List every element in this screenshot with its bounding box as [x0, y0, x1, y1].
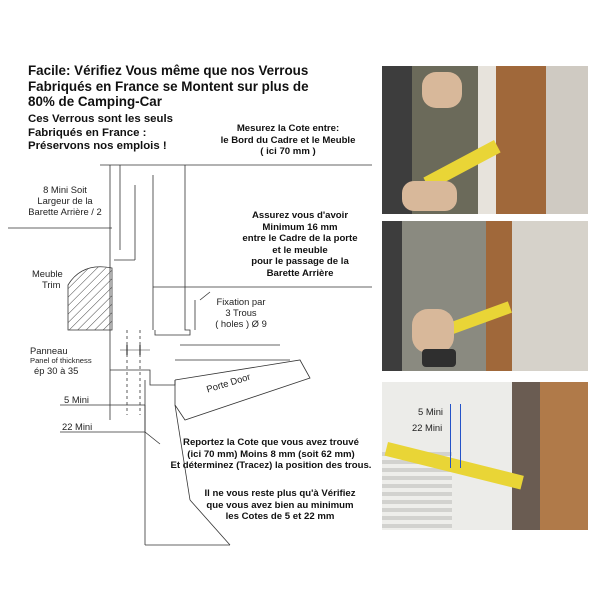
photo-dim-22: 22 Mini [412, 422, 443, 433]
step1-line: Mesurez la Cote entre: [236, 123, 340, 134]
step2-line: Minimum 16 mm [262, 221, 338, 233]
step2-line: entre le Cadre de la porte [242, 233, 358, 245]
photo-dim-5: 5 Mini [418, 406, 444, 417]
meuble-label [32, 268, 63, 290]
mini-label-line: Barette Arrière / 2 [28, 206, 102, 217]
subtitle-line: Ces Verrous sont les seuls [28, 113, 173, 125]
fixation-label-line: ( holes ) Ø 9 [215, 318, 267, 329]
mini-label-line: Largeur de la [37, 195, 93, 206]
photo-marking-positions [382, 382, 588, 530]
photo-measuring-gap [382, 221, 588, 371]
title-line: 80% de Camping-Car [28, 94, 162, 109]
step3-line: (ici 70 mm) Moins 8 mm (soit 62 mm) [187, 448, 355, 460]
step1-line: ( ici 70 mm ) [260, 146, 316, 158]
step4-line: que vous avez bien au minimum [206, 499, 354, 511]
step4-line: les Cotes de 5 et 22 mm [225, 511, 335, 523]
subtitle-line: Fabriqués en France : [28, 126, 147, 139]
panneau-small: Panel of thickness [30, 356, 92, 365]
door-shape [175, 360, 310, 420]
step2-line: Barette Arrière [266, 267, 334, 279]
mini-label [10, 184, 120, 217]
fixation-label [196, 296, 286, 329]
panneau-label [30, 345, 92, 376]
dim-5-label: 5 Mini [64, 394, 90, 405]
step3-line: Et déterminez (Tracez) la position des trous. [170, 460, 372, 472]
dim-22-label: 22 Mini [62, 421, 93, 432]
step2-line: et le meuble [272, 244, 328, 256]
step2-line: pour le passage de la [251, 256, 349, 268]
meuble-label-line: Meuble [32, 268, 63, 279]
porte-label: Porte Door [205, 370, 252, 395]
step2-line: Assurez vous d'avoir [251, 210, 349, 221]
fixation-label-line: 3 Trous [225, 307, 257, 318]
step3-line: Reportez la Cote que vous avez trouvé [183, 437, 359, 448]
photo-measuring-frame [382, 66, 588, 214]
meuble-block [68, 267, 112, 330]
step4-line: Il ne vous reste plus qu'à Vérifiez [204, 488, 356, 499]
subtitle-line: Préservons nos emplois ! [28, 140, 167, 152]
fixation-label-line: Fixation par [216, 296, 266, 307]
fixation-bracket [155, 300, 190, 335]
meuble-label-line: Trim [42, 279, 61, 290]
mini-label-line: 8 Mini Soit [43, 184, 87, 195]
panneau-thickness: ép 30 à 35 [34, 365, 79, 376]
title-line: Fabriqués en France se Montent sur plus de [28, 78, 309, 94]
title-line: Facile: Vérifiez Vous même que nos Verrous [28, 63, 309, 78]
step1-line: le Bord du Cadre et le Meuble [220, 134, 356, 146]
panneau-title: Panneau [30, 345, 68, 356]
